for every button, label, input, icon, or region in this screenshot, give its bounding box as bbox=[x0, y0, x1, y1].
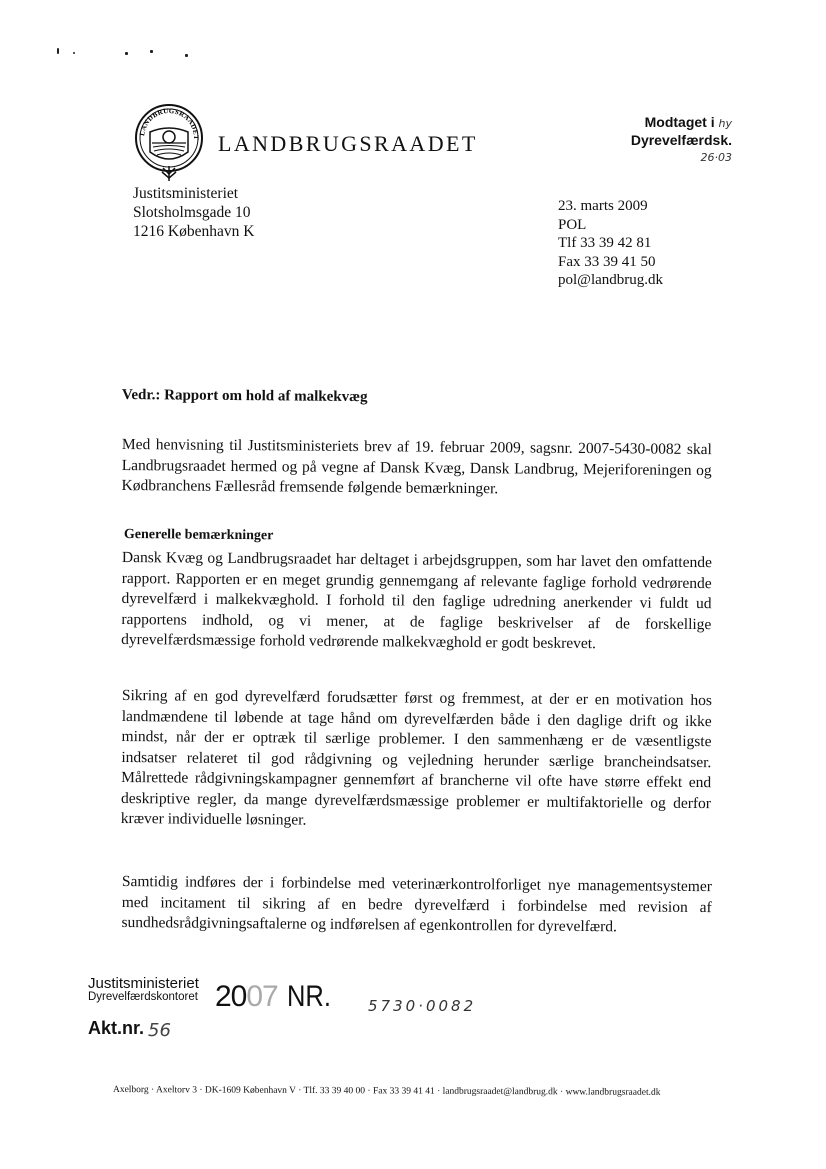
recipient-name: Justitsministeriet bbox=[133, 185, 239, 202]
sender-email: pol@landbrug.dk bbox=[558, 272, 664, 288]
filing-stamp-year bbox=[215, 980, 278, 1014]
paragraph-general-text: Dansk Kvæg og Landbrugsraadet har deltaget i arbejdsgruppen, som har lavet den omfattende rapport. Rapporten er en meget grundig gennemgang af relevante faglige forhold vedrørende dyrevelfærd i malkekvæghold. I forhold til den faglige udredning anerkender vi fuldt ud rapportens indhold, og vi mener, at de faglige beskrivelser af de forskellige dyrevelfærdsmæssige forhold vedrørende malkekvæghold er godt beskrevet. bbox=[121, 548, 712, 653]
filing-stamp-department: Dyrevelfærdskontoret bbox=[88, 991, 198, 1003]
svg-text:LANDBRUGSRAADET: LANDBRUGSRAADET bbox=[138, 106, 201, 141]
sender-initials: POL bbox=[558, 216, 587, 233]
year-printed: 20 bbox=[215, 980, 247, 1013]
scan-artifacts bbox=[55, 42, 205, 62]
paragraph-management bbox=[121, 872, 712, 939]
paragraph-intro-text: Med henvisning til Justitsministeriets brev af 19. februar 2009, sagsnr. 2007-5430-0082 skal Landbrugsraadet hermed og på vegne af Dansk Kvæg, Dansk Landbrug, Mejeriforeningen og Kødbranchens Fællesråd fremsende følgende bemærkninger. bbox=[121, 435, 712, 498]
filing-stamp-nr-label: NR. bbox=[287, 980, 331, 1013]
paragraph-management-text: Samtidig indføres der i forbindelse med veterinærkontrolforliget nye managementsystemer med incitament til sikring af en bedre dyrevelfærd i forbindelse med revision af sundhedsrådgivningsaftalerne og indførelsen af egenkontrollen for dyrevelfærd. bbox=[121, 872, 712, 936]
letter-footer: Axelborg · Axeltorv 3 · DK-1609 København V · Tlf. 33 39 40 00 · Fax 33 39 41 41 · landbrugsraadet@landbrug.dk · www.landbrugsraadet.dk bbox=[112, 1085, 661, 1098]
sender-fax: Fax 33 39 41 50 bbox=[558, 253, 656, 270]
paragraph-motivation-text: Sikring af en god dyrevelfærd forudsætter først og fremmest, at der er en motivation hos landmændene til løbende at tage hånd om dyrevelfærden både i den daglige drift og ikke mindst, når der er optræk til særlige problemer. I den sammenhæng er de væsentligste indsatser relateret til god rådgivning og vejledning herunder særlige brancheindsatser. Målrettede rådgivningskampagner gennemført af brancherne vil ofte have større effekt end deskriptive regler, da mange dyrevelfærdsmæssige problemer er multifaktorielle og derfor kræver individuelle løsninger. bbox=[120, 686, 712, 829]
recipient-city: 1216 København K bbox=[133, 223, 255, 240]
sender-phone: Tlf 33 39 42 81 bbox=[558, 235, 652, 251]
paragraph-general bbox=[121, 548, 712, 656]
sender-meta bbox=[558, 197, 663, 290]
letter-subject: Vedr.: Rapport om hold af malkekvæg bbox=[121, 387, 368, 406]
received-stamp-line2: Dyrevelfærdsk. 26·03 bbox=[630, 132, 732, 164]
organization-name: LANDBRUGSRAADET bbox=[218, 131, 478, 156]
filing-case-number: 5730·0082 bbox=[368, 997, 477, 1015]
section-heading: Generelle bemærkninger bbox=[123, 527, 274, 544]
received-stamp bbox=[612, 114, 732, 166]
recipient-street: Slotsholmsgade 10 bbox=[133, 204, 251, 221]
landbrugsraadet-seal-icon bbox=[132, 102, 206, 182]
filing-stamp-org bbox=[88, 977, 199, 1003]
paragraph-intro bbox=[121, 435, 712, 502]
recipient-address bbox=[133, 184, 254, 241]
handwritten-initials: hy bbox=[718, 117, 732, 130]
handwritten-date: 26·03 bbox=[700, 151, 732, 164]
letter-date: 23. marts 2009 bbox=[558, 198, 648, 214]
akt-nr-label: Akt.nr. bbox=[88, 1018, 145, 1038]
filing-stamp-ministry: Justitsministeriet bbox=[88, 975, 199, 992]
akt-nr-value: 56 bbox=[148, 1020, 171, 1041]
year-handwritten: 07 bbox=[246, 980, 278, 1013]
received-stamp-line1: Modtaget i hy bbox=[644, 114, 732, 130]
paragraph-motivation bbox=[121, 686, 712, 835]
